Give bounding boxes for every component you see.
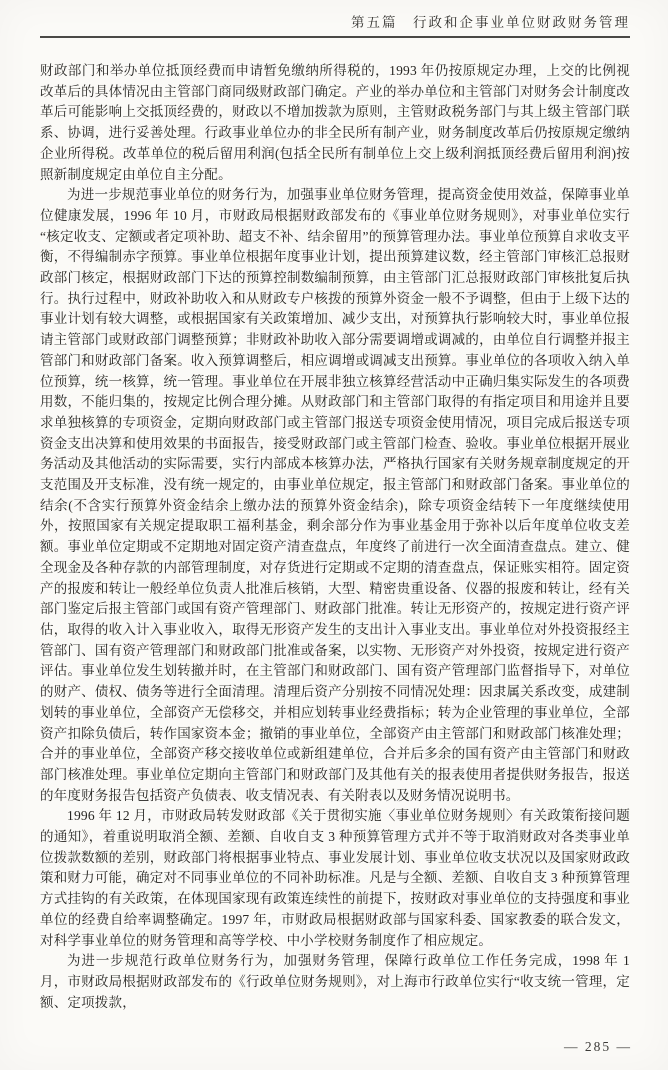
- paragraph-continued: 财政部门和举办单位抵顶经费而申请暂免缴纳所得税的，1993 年仍按原规定办理，上交的比例视改革后的具体情况由主管部门商同级财政部门确定。产业的举办单位和主管部门对财务会计制度改革后可能影响上交抵顶经费的，财政以不增加拨款为原则，主管财政税务部门与其上级主管部门联系、协调，进行妥善处理。行政事业单位办的非全民所有制产业，财务制度改革后仍按原规定缴纳企业所得税。改革单位的税后留用利润(包括全民所有制单位上交上级利润抵顶经费后留用利润)按照新制度规定由单位自主分配。: [40, 63, 630, 182]
- page-number: — 285 —: [564, 1039, 632, 1054]
- document-body: [40, 61, 630, 1013]
- page-header: [40, 11, 630, 38]
- paragraph-policy-link-1996-12: 1996 年 12 月，市财政局转发财政部《关于贯彻实施〈事业单位财务规则〉有关政策衔接问题的通知》，着重说明取消全额、差额、自收自支 3 种预算管理方式并不等于取消财政对各类事业单位拨款数额的差别，财政部门将根据事业特点、事业发展计划、事业单位收支状况以及国家财政政策和财力可能，确定对不同事业单位的不同补助标准。凡是与全额、差额、自收自支 3 种预算管理方式挂钩的有关政策，在体现国家现有政策连续性的前提下，按财政对事业单位的支持强度和事业单位的经费自给率调整确定。1997 年，市财政局根据财政部与国家科委、国家教委的联合发文，对科学事业单位的财务管理和高等学校、中小学校财务制度作了相应规定。: [40, 808, 630, 948]
- paragraph-xingzheng-rules-1998: 为进一步规范行政单位财务行为，加强财务管理，保障行政单位工作任务完成，1998 年 1 月，市财政局根据财政部发布的《行政单位财务规则》，对上海市行政单位实行“收支统一管理，定额、定项拨款，: [40, 953, 630, 1010]
- paragraph-shiye-rules-1996: 为进一步规范事业单位的财务行为，加强事业单位财务管理，提高资金使用效益，保障事业单位健康发展，1996 年 10 月，市财政局根据财政部发布的《事业单位财务规则》，对事业单位实行“核定收支、定额或者定项补助、超支不补、结余留用”的预算管理办法。事业单位预算自求收支平衡，不得编制赤字预算。事业单位根据年度事业计划，提出预算建议数，经主管部门审核汇总报财政部门核定，根据财政部门下达的预算控制数编制预算，由主管部门汇总报财政部门审核批复后执行。执行过程中，财政补助收入和从财政专户核拨的预算外资金一般不予调整，但由于上级下达的事业计划有较大调整，或根据国家有关政策增加、减少支出，对预算执行影响较大时，事业单位报请主管部门或财政部门调整预算；非财政补助收入部分需要调增或调减的，由单位自行调整并报主管部门和财政部门备案。收入预算调整后，相应调增或调减支出预算。事业单位的各项收入纳入单位预算，统一核算，统一管理。事业单位在开展非独立核算经营活动中正确归集实际发生的各项费用数，不能归集的，按规定比例合理分摊。从财政部门和主管部门取得的有指定项目和用途并且要求单独核算的专项资金，定期向财政部门或主管部门报送专项资金使用情况，项目完成后报送专项资金支出决算和使用效果的书面报告，接受财政部门或主管部门检查、验收。事业单位根据开展业务活动及其他活动的实际需要，实行内部成本核算办法，严格执行国家有关财务规章制度规定的开支范围及开支标准，没有统一规定的，由事业单位规定，报主管部门和财政部门备案。事业单位的结余(不含实行预算外资金结余上缴办法的预算外资金结余)，除专项资金结转下一年度继续使用外，按照国家有关规定提取职工福利基金，剩余部分作为事业基金用于弥补以后年度单位收支差额。事业单位定期或不定期地对固定资产清查盘点，年度终了前进行一次全面清查盘点。建立、健全现金及各种存款的内部管理制度，对存货进行定期或不定期的清查盘点，保证账实相符。固定资产的报废和转让一般经单位负责人批准后核销，大型、精密贵重设备、仪器的报废和转让，经有关部门鉴定后报主管部门或国有资产管理部门、财政部门批准。转让无形资产的，按规定进行资产评估，取得的收入计入事业收入，取得无形资产发生的支出计入事业支出。事业单位对外投资报经主管部门、国有资产管理部门和财政部门批准或备案，以实物、无形资产对外投资，按规定进行资产评估。事业单位发生划转撤并时，在主管部门和财政部门、国有资产管理部门监督指导下，对单位的财产、债权、债务等进行全面清理。清理后资产分别按不同情况处理：因隶属关系改变，成建制划转的事业单位，全部资产无偿移交，并相应划转事业经费指标；转为企业管理的事业单位，全部资产扣除负债后，转作国家资本金；撤销的事业单位，全部资产由主管部门和财政部门核准处理；合并的事业单位，全部资产移交接收单位或新组建单位，合并后多余的国有资产由主管部门和财政部门核准处理。事业单位定期向主管部门和财政部门及其他有关的报表使用者提供财务报告，报送的年度财务报告包括资产负债表、收支情况表、有关附表以及财务情况说明书。: [40, 187, 630, 803]
- header-rule: [40, 36, 630, 38]
- page-footer: [564, 1039, 632, 1055]
- chapter-title: 第五篇 行政和企事业单位财政财务管理: [351, 15, 630, 30]
